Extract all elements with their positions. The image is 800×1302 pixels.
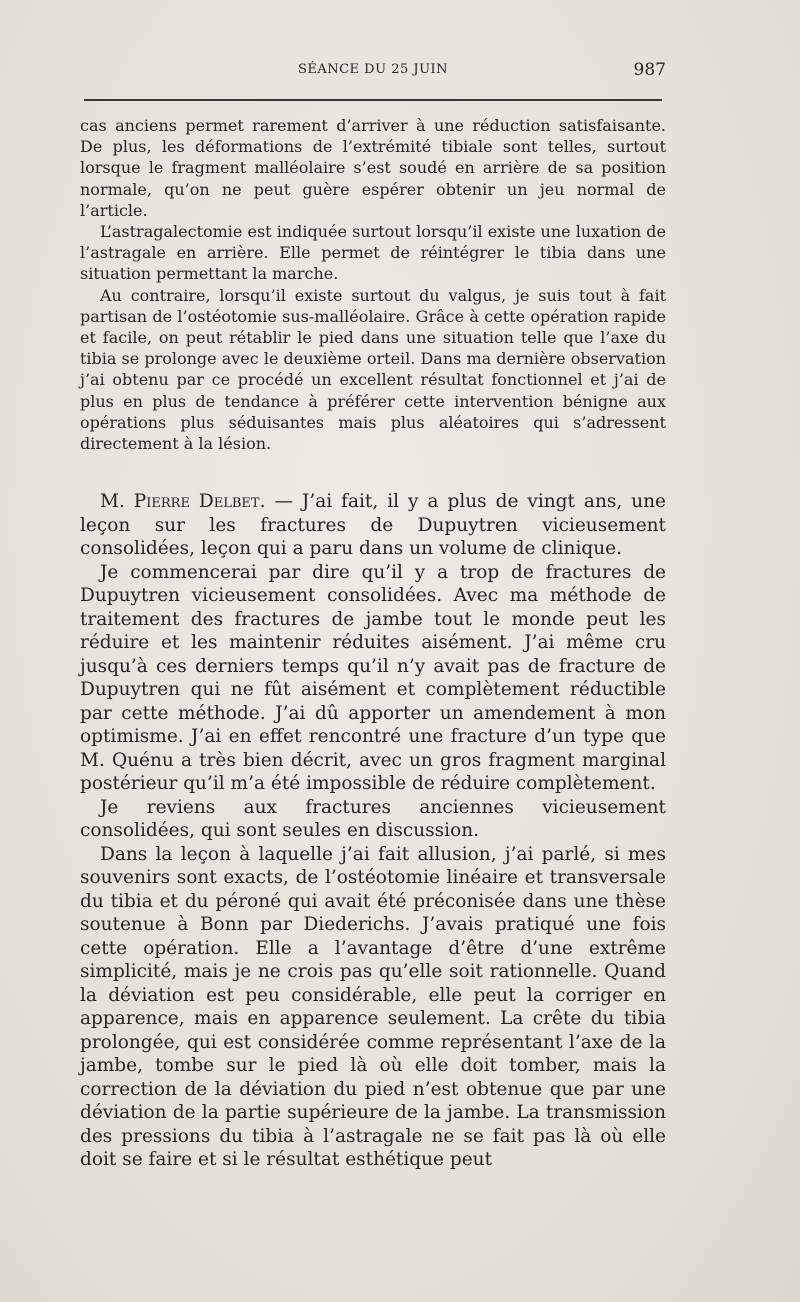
page-header: [80, 60, 666, 84]
large-paragraph-1: [80, 490, 666, 561]
small-paragraph-2: L’astragalectomie est indiquée surtout lorsqu’il existe une luxation de l’astragale en arrière. Elle permet de réintégrer le tibia dans une situation permettant la marche.: [80, 222, 666, 284]
page-number: 987: [633, 60, 666, 80]
small-text-block: [80, 115, 666, 454]
small-paragraph-3: Au contraire, lorsqu’il existe surtout du valgus, je suis tout à fait partisan de l’ostéotomie sus-malléolaire. Grâce à cette opération rapide et facile, on peut rétablir le pied dans une situation telle que l’axe du tibia se prolonge avec le deuxième orteil. Dans ma dernière observation j’ai obtenu par ce procédé un excellent résultat fonctionnel et j’ai de plus en plus de tendance à préférer cette intervention bénigne aux opérations plus séduisantes mais plus aléatoires qui s’adressent directement à la lésion.: [80, 285, 666, 454]
running-head: SÉANCE DU 25 JUIN: [297, 62, 449, 77]
large-paragraph-2: Je commencerai par dire qu’il y a trop de fractures de Dupuytren vicieusement consolidées. Avec ma méthode de traitement des fractures de jambe tout le monde peut les réduire et les maintenir réduites aisément. J’ai même cru jusqu’à ces derniers temps qu’il n’y avait pas de fracture de Dupuytren qui ne fût aisément et complètement réductible par cette méthode. J’ai dû apporter un amendement à mon optimisme. J’ai en effet rencontré une fracture d’un type que M. Quénu a très bien décrit, avec un gros fragment marginal postérieur qu’il m’a été impossible de réduire complètement.: [80, 561, 666, 794]
large-paragraph-4: Dans la leçon à laquelle j’ai fait allusion, j’ai parlé, si mes souvenirs sont exacts, de l’ostéotomie linéaire et transversale du tibia et du péroné qui avait été préconisée dans une thèse soutenue à Bonn par Diederichs. J’avais pratiqué une fois cette opération. Elle a l’avantage d’être d’une extrême simplicité, mais je ne crois pas qu’elle soit rationnelle. Quand la déviation est peu considérable, elle peut la corriger en apparence, mais en apparence seulement. La crête du tibia prolongée, qui est considérée comme représentant l’axe de la jambe, tombe sur le pied là où elle doit tomber, mais la correction de la déviation du pied n’est obtenue que par une déviation de la partie supérieure de la jambe. La transmission des pressions du tibia à l’astragale ne se fait pas là où elle doit se faire et si le résultat esthétique peut: [80, 843, 666, 1170]
small-paragraph-1: cas anciens permet rarement d’arriver à une réduction satisfaisante. De plus, les déformations de l’extrémité tibiale sont telles, surtout lorsque le fragment malléolaire s’est soudé en arrière de sa position normale, qu’on ne peut guère espérer obtenir un jeu normal de l’article.: [80, 116, 666, 220]
large-paragraph-1-text: — J’ai fait, il y a plus de vingt ans, une leçon sur les fractures de Dupuytren vicieusement consolidées, leçon qui a paru dans un volume de clinique.: [80, 491, 666, 559]
speaker-name: M. Pierre Delbet.: [100, 491, 266, 512]
large-paragraph-3: Je reviens aux fractures anciennes vicieusement consolidées, qui sont seules en discussion.: [80, 796, 666, 841]
header-rule: [84, 99, 662, 101]
large-text-block: [80, 490, 666, 1172]
